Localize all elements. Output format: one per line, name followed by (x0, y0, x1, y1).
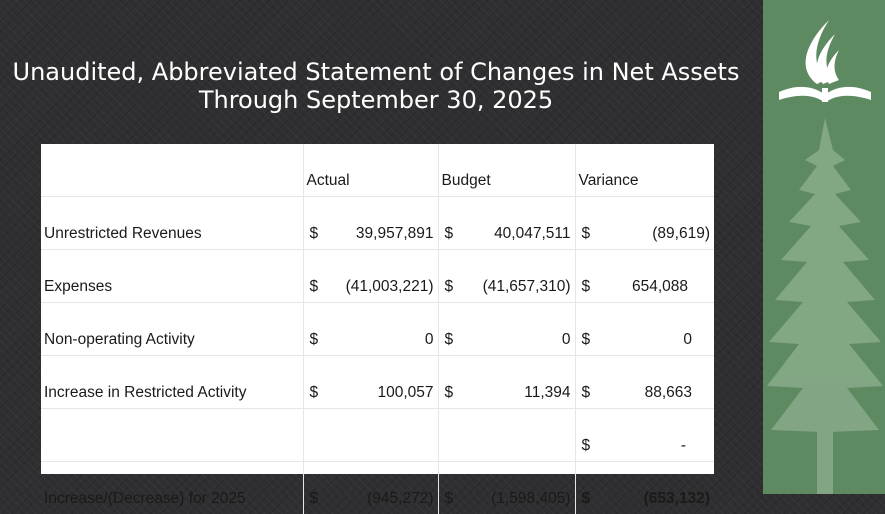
budget-value: (1,598,405) (491, 490, 570, 508)
budget-value: 0 (562, 331, 571, 349)
side-panel (763, 0, 885, 494)
row-label: Increase in Restricted Activity (41, 356, 303, 409)
variance-value: (653,132) (644, 490, 710, 508)
table-row (41, 462, 714, 514)
currency-symbol: $ (579, 225, 591, 243)
currency-symbol: $ (579, 278, 591, 296)
currency-symbol: $ (307, 278, 319, 296)
currency-symbol: $ (579, 437, 591, 455)
header-budget: Budget (438, 144, 575, 197)
budget-value: 40,047,511 (494, 225, 570, 243)
currency-symbol: $ (442, 278, 454, 296)
row-label: Expenses (41, 250, 303, 303)
currency-symbol: $ (307, 384, 319, 402)
statement-table-card (41, 144, 714, 474)
title-line-2: Through September 30, 2025 (0, 86, 752, 114)
header-actual: Actual (303, 144, 438, 197)
slide-title (0, 58, 752, 114)
currency-symbol: $ (307, 331, 319, 349)
row-label: Unrestricted Revenues (41, 197, 303, 250)
currency-symbol: $ (442, 384, 454, 402)
table-row (41, 250, 714, 303)
variance-value: - (681, 437, 710, 455)
variance-value: 0 (683, 331, 710, 349)
variance-value: 88,663 (645, 384, 710, 402)
currency-symbol: $ (442, 331, 454, 349)
row-label: Increase/(Decrease) for 2025 (41, 462, 303, 514)
variance-value: (89,619) (652, 225, 710, 243)
church-logo-icon (777, 14, 873, 106)
currency-symbol: $ (579, 384, 591, 402)
budget-value (438, 409, 575, 462)
table-row (41, 197, 714, 250)
row-label (41, 409, 303, 462)
actual-value: 0 (425, 331, 434, 349)
currency-symbol: $ (579, 490, 591, 508)
title-line-1: Unaudited, Abbreviated Statement of Changes in Net Assets (0, 58, 752, 86)
actual-value: (945,272) (367, 490, 433, 508)
table-row (41, 409, 714, 462)
pine-tree-icon (763, 110, 885, 494)
currency-symbol: $ (307, 225, 319, 243)
currency-symbol: $ (307, 490, 319, 508)
actual-value: (41,003,221) (346, 278, 434, 296)
row-label: Non-operating Activity (41, 303, 303, 356)
actual-value: 39,957,891 (356, 225, 434, 243)
variance-value: 654,088 (632, 278, 710, 296)
header-label-cell (41, 144, 303, 197)
currency-symbol: $ (442, 490, 454, 508)
table-row (41, 356, 714, 409)
header-variance: Variance (575, 144, 714, 197)
currency-symbol: $ (442, 225, 454, 243)
currency-symbol: $ (579, 331, 591, 349)
table-row (41, 303, 714, 356)
actual-value: 100,057 (377, 384, 433, 402)
statement-table (41, 144, 714, 514)
budget-value: (41,657,310) (483, 278, 571, 296)
budget-value: 11,394 (524, 384, 570, 402)
table-header-row (41, 144, 714, 197)
actual-value (303, 409, 438, 462)
